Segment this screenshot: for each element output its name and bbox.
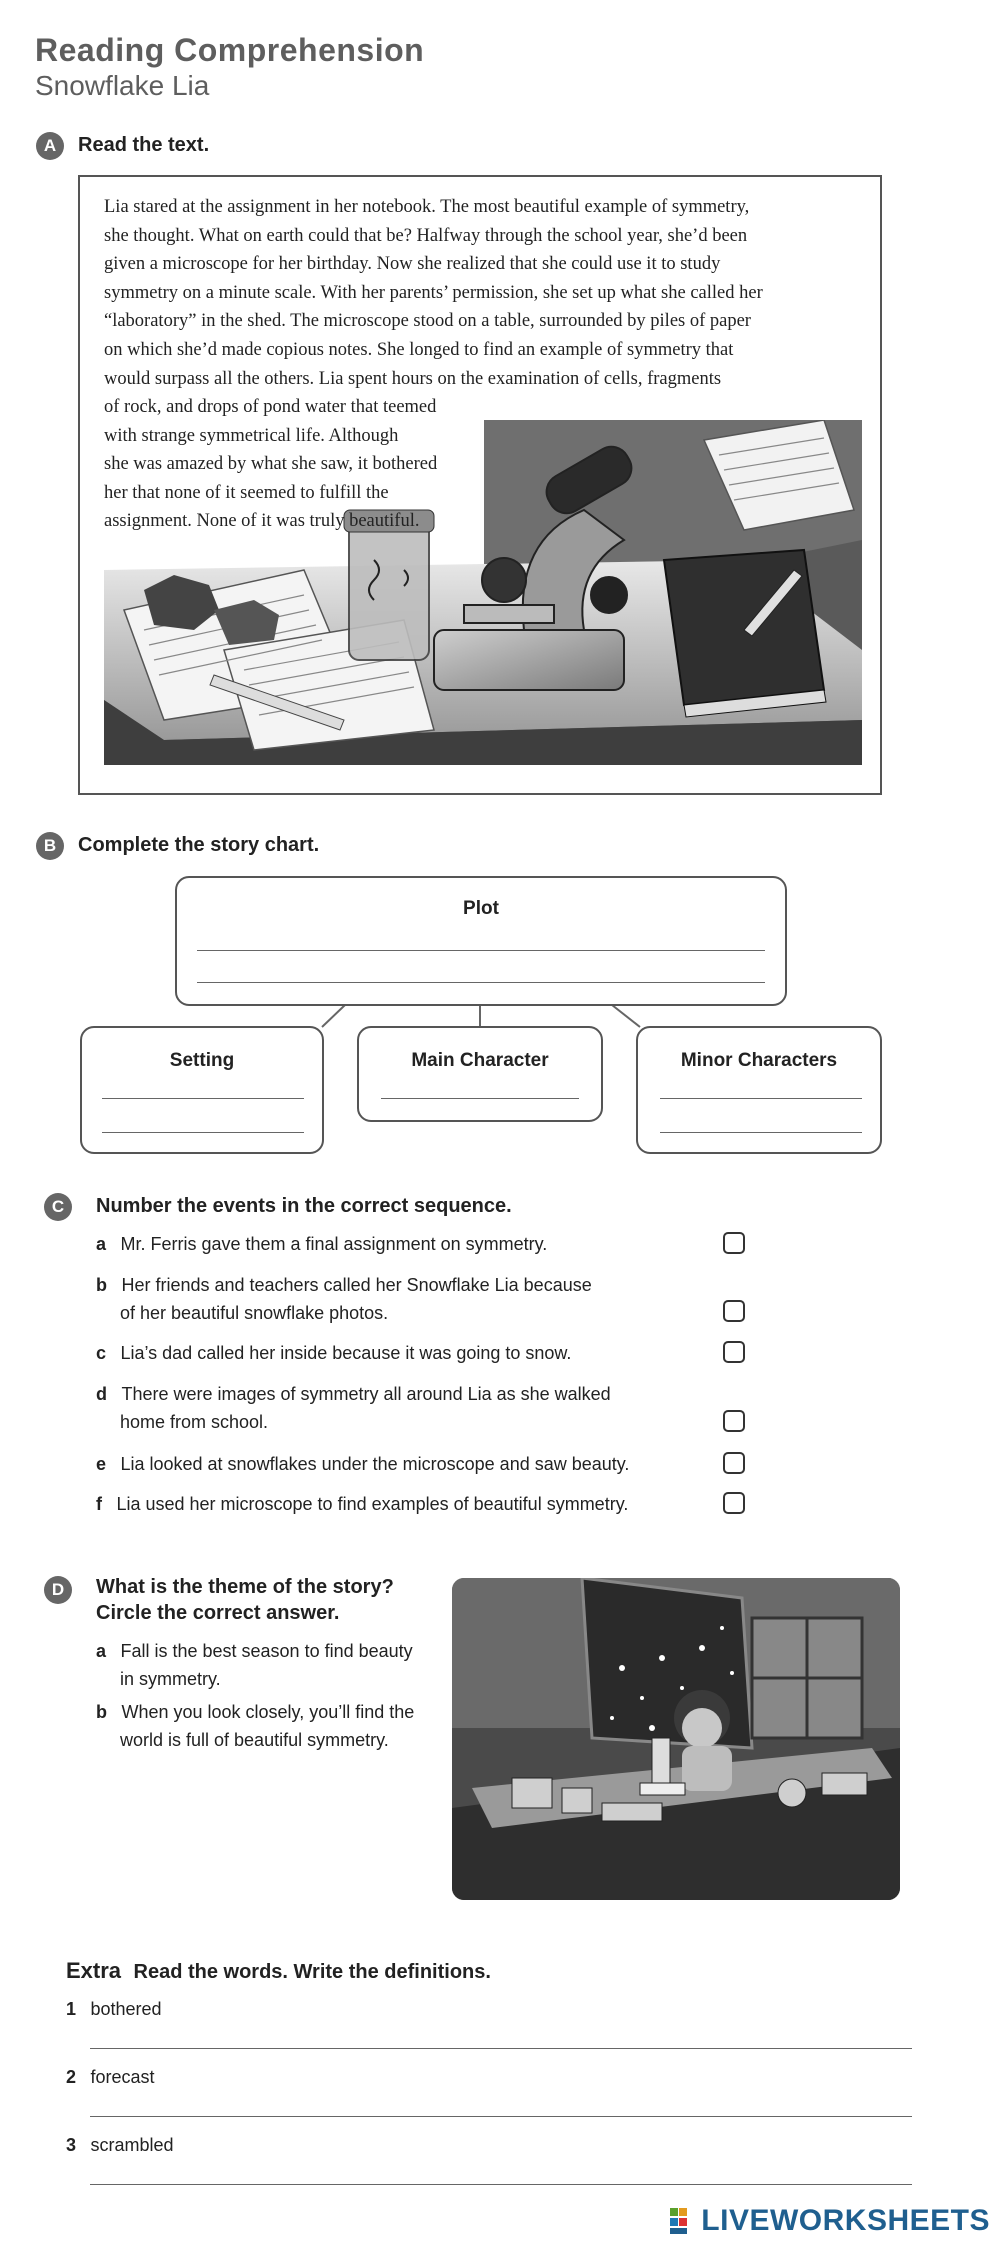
page-title: Reading Comprehension	[35, 32, 425, 68]
option-text-cont: in symmetry.	[120, 1669, 221, 1689]
event-a	[96, 1230, 547, 1258]
section-a-instruction: Read the text.	[78, 134, 210, 156]
section-c-badge: C	[44, 1193, 72, 1221]
minor-characters-write-line[interactable]	[660, 1098, 862, 1099]
event-letter: f	[96, 1494, 102, 1514]
passage-line: with strange symmetrical life. Although	[104, 425, 399, 446]
plot-box	[175, 876, 787, 1006]
passage-line: assignment. None of it was truly beautiful.	[104, 511, 420, 532]
plot-write-line[interactable]	[197, 982, 765, 983]
event-letter: d	[96, 1384, 107, 1404]
extra-item-3	[66, 2131, 174, 2159]
event-d-checkbox[interactable]	[723, 1410, 745, 1432]
definition-line-1[interactable]	[90, 2048, 912, 2049]
extra-number: 3	[66, 2135, 77, 2155]
passage-line: given a microscope for her birthday. Now she realized that she could use it to study	[104, 254, 721, 275]
liveworksheets-logo[interactable]	[669, 2204, 990, 2238]
event-b	[96, 1271, 592, 1299]
event-text-cont: home from school.	[120, 1412, 269, 1432]
lia-night-illustration	[452, 1578, 900, 1900]
extra-heading	[66, 1958, 491, 1984]
extra-instruction: Read the words. Write the definitions.	[133, 1961, 491, 1983]
passage-line: on which she’d made copious notes. She longed to find an example of symmetry that	[104, 339, 734, 360]
extra-word: forecast	[90, 2067, 155, 2087]
main-character-label: Main Character	[411, 1050, 549, 1071]
event-f	[96, 1490, 628, 1518]
extra-word: scrambled	[90, 2135, 174, 2155]
section-d-badge: D	[44, 1576, 72, 1604]
option-text-cont: world is full of beautiful symmetry.	[120, 1730, 389, 1750]
setting-label: Setting	[169, 1050, 235, 1071]
event-text: Mr. Ferris gave them a final assignment on symmetry.	[120, 1234, 548, 1254]
section-d-instruction: Circle the correct answer.	[96, 1602, 340, 1624]
event-a-checkbox[interactable]	[723, 1232, 745, 1254]
event-text: Lia’s dad called her inside because it was going to snow.	[120, 1343, 572, 1363]
minor-characters-box	[636, 1026, 882, 1154]
plot-write-line[interactable]	[197, 950, 765, 951]
event-d	[96, 1380, 611, 1408]
setting-box	[80, 1026, 324, 1154]
main-character-box	[357, 1026, 603, 1122]
liveworksheets-logo-text: LIVEWORKSHEETS	[701, 2204, 990, 2237]
option-letter: b	[96, 1702, 107, 1722]
event-letter: c	[96, 1343, 107, 1363]
event-letter: e	[96, 1454, 107, 1474]
passage-line: her that none of it seemed to fulfill the	[104, 482, 389, 503]
event-f-checkbox[interactable]	[723, 1492, 745, 1514]
event-e-checkbox[interactable]	[723, 1452, 745, 1474]
section-a-badge: A	[36, 132, 64, 160]
extra-number: 2	[66, 2067, 77, 2087]
liveworksheets-logo-icon	[669, 2206, 697, 2236]
extra-item-1	[66, 1995, 162, 2023]
passage-line: she was amazed by what she saw, it bothered	[104, 454, 438, 475]
definition-line-2[interactable]	[90, 2116, 912, 2117]
event-text-cont: of her beautiful snowflake photos.	[120, 1303, 389, 1323]
setting-write-line[interactable]	[102, 1132, 304, 1133]
passage-line: she thought. What on earth could that be? Halfway through the school year, she’d been	[104, 225, 748, 246]
extra-tag: Extra	[66, 1958, 122, 1983]
option-text: When you look closely, you’ll find the	[121, 1702, 415, 1722]
extra-word: bothered	[90, 1999, 162, 2019]
option-letter: a	[96, 1641, 107, 1661]
passage-line: would surpass all the others. Lia spent hours on the examination of cells, fragments	[104, 368, 722, 389]
event-text: There were images of symmetry all around Lia as she walked	[121, 1384, 611, 1404]
option-text: Fall is the best season to find beauty	[120, 1641, 413, 1661]
event-b-checkbox[interactable]	[723, 1300, 745, 1322]
event-text: Lia looked at snowflakes under the microscope and saw beauty.	[120, 1454, 630, 1474]
event-text: Her friends and teachers called her Snowflake Lia because	[121, 1275, 592, 1295]
passage-line: of rock, and drops of pond water that teemed	[104, 397, 437, 417]
event-e	[96, 1450, 629, 1478]
section-b-badge: B	[36, 832, 64, 860]
minor-characters-label: Minor Characters	[680, 1050, 838, 1071]
section-d-question: What is the theme of the story?	[96, 1576, 394, 1598]
minor-characters-write-line[interactable]	[660, 1132, 862, 1133]
page-subtitle: Snowflake Lia	[35, 70, 210, 101]
extra-item-2	[66, 2063, 155, 2091]
setting-write-line[interactable]	[102, 1098, 304, 1099]
passage-line: Lia stared at the assignment in her notebook. The most beautiful example of symmetry,	[104, 197, 750, 217]
plot-label: Plot	[463, 898, 499, 919]
section-b-instruction: Complete the story chart.	[78, 834, 320, 856]
event-letter: b	[96, 1275, 107, 1295]
main-character-write-line[interactable]	[381, 1098, 579, 1099]
passage-line: “laboratory” in the shed. The microscope stood on a table, surrounded by piles of paper	[104, 311, 751, 332]
definition-line-3[interactable]	[90, 2184, 912, 2185]
theme-option-a[interactable]	[96, 1637, 413, 1665]
event-letter: a	[96, 1234, 107, 1254]
passage-line: symmetry on a minute scale. With her parents’ permission, she set up what she called her	[104, 282, 763, 303]
reading-passage-bottom	[104, 393, 484, 536]
event-c	[96, 1339, 571, 1367]
extra-number: 1	[66, 1999, 77, 2019]
theme-option-b[interactable]	[96, 1698, 414, 1726]
event-text: Lia used her microscope to find examples of beautiful symmetry.	[116, 1494, 629, 1514]
section-c-instruction: Number the events in the correct sequence.	[96, 1195, 512, 1217]
event-c-checkbox[interactable]	[723, 1341, 745, 1363]
